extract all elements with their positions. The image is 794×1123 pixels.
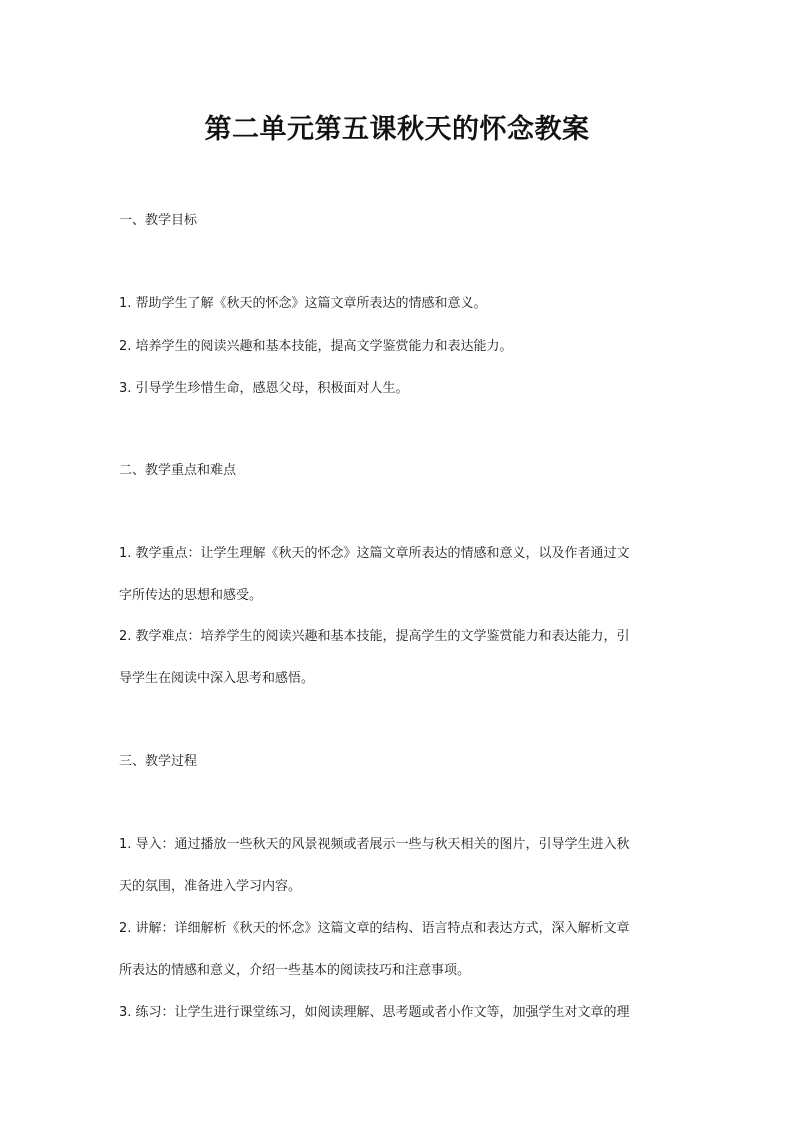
objective-item-1: 1. 帮助学生了解《秋天的怀念》这篇文章所表达的情感和意义。: [119, 296, 487, 311]
process-item-2-line-2: 所表达的情感和意义，介绍一些基本的阅读技巧和注意事项。: [119, 963, 471, 978]
process-item-3-line-1: 3. 练习：让学生进行课堂练习，如阅读理解、思考题或者小作文等，加强学生对文章的理: [119, 1005, 630, 1020]
key-point-item-2-line-2: 导学生在阅读中深入思考和感悟。: [119, 671, 315, 686]
key-point-item-1-line-2: 字所传达的思想和感受。: [119, 588, 263, 603]
document-title: 第二单元第五课秋天的怀念教案: [204, 114, 590, 145]
process-item-1-line-1: 1. 导入：通过播放一些秋天的风景视频或者展示一些与秋天相关的图片，引导学生进入秋: [119, 837, 630, 852]
process-item-1-line-2: 天的氛围，准备进入学习内容。: [119, 879, 302, 894]
section-heading-key-points: 二、教学重点和难点: [119, 463, 237, 478]
objective-item-3: 3. 引导学生珍惜生命，感恩父母，积极面对人生。: [119, 381, 409, 396]
objective-item-2: 2. 培养学生的阅读兴趣和基本技能，提高文学鉴赏能力和表达能力。: [119, 339, 513, 354]
process-item-2-line-1: 2. 讲解：详细解析《秋天的怀念》这篇文章的结构、语言特点和表达方式，深入解析文章: [119, 921, 630, 936]
section-heading-process: 三、教学过程: [119, 754, 198, 769]
key-point-item-2-line-1: 2. 教学难点：培养学生的阅读兴趣和基本技能，提高学生的文学鉴赏能力和表达能力，引: [119, 629, 630, 644]
key-point-item-1-line-1: 1. 教学重点：让学生理解《秋天的怀念》这篇文章所表达的情感和意义，以及作者通过文: [119, 546, 630, 561]
section-heading-objectives: 一、教学目标: [119, 213, 198, 228]
